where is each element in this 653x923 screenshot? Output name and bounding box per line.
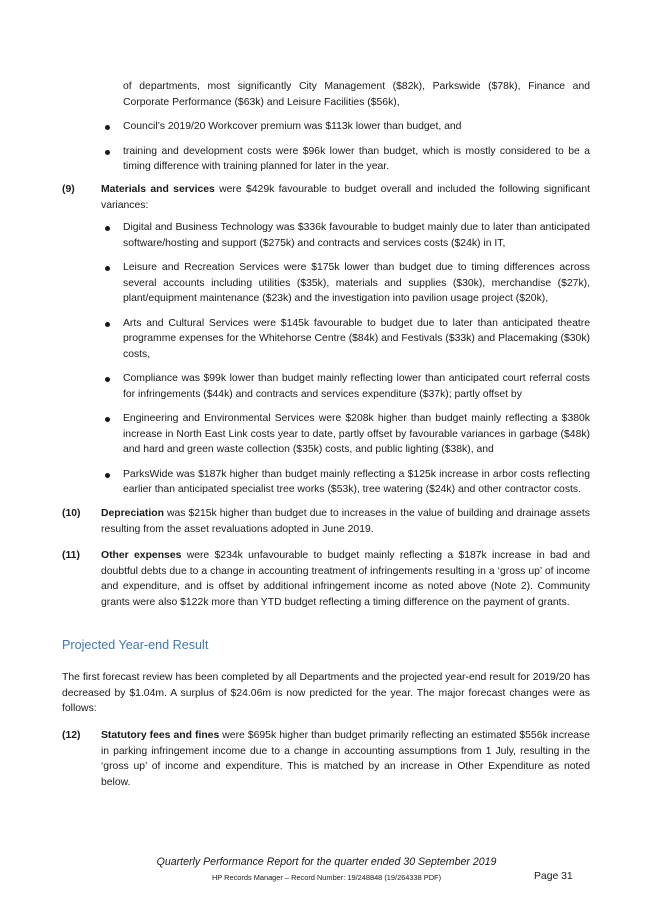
note-text: Materials and services were $429k favourable to budget overall and included the following significant variances: [101,184,590,211]
note-11-other-expenses [62,548,590,610]
bullet-continuation: of departments, most significantly City Management ($82k), Parkswide ($78k), Finance and Corporate Performance ($63k) and Leisure Facilities ($56k), [123,81,590,108]
bullet-parkswide: ParksWide was $187k higher than budget mainly reflecting a $125k increase in arbor costs reflecting earlier than anticipated specialist tree works ($53k), tree watering ($24k) and other contractor costs. [104,467,590,498]
note-number: (10) [62,508,81,519]
note-9-materials [62,182,590,213]
bullet-dot-icon [105,150,110,155]
note-text: Other expenses were $234k unfavourable to budget mainly reflecting a $187k increase in bad and doubtful debts due to a change in accounting treatment of infringements resulting in a ‘gross up’ of income and expenditure, and is offset by additional infringement income as noted above (Note 2). Community grants were also $122k more than YTD budget reflecting a timing difference on the payment of grants. [101,550,591,608]
note-number: (11) [62,550,80,561]
note-text: Statutory fees and fines were $695k higher than budget primarily reflecting an estimated $556k increase in parking infringement income due to a change in accounting assumptions from 1 July, resulting in the ‘gross up’ of income and expenditure. This is matched by an increase in Other Expenditure as noted below. [101,730,590,788]
note-text: Depreciation was $215k higher than budget due to increases in the value of building and drainage assets resulting from the asset revaluations adopted in June 2019. [101,508,590,535]
note-number: (12) [62,730,81,741]
bullet-dot-icon [105,322,110,327]
bullet-dot-icon [105,377,110,382]
bullet-dot-icon [105,417,110,422]
section-intro: The first forecast review has been completed by all Departments and the projected year-end result for 2019/20 has decreased by $1.04m. A surplus of $24.06m is now predicted for the year. The major forecast changes were as follows: [62,672,590,714]
bullet-digital: Digital and Business Technology was $336k favourable to budget mainly due to later than anticipated software/hosting and support ($275k) and contracts and services costs ($24k) in IT, [104,220,590,251]
bullet-dot-icon [105,473,110,478]
bullet-dot-icon [105,226,110,231]
section-heading: Projected Year-end Result [62,638,209,652]
bullet-compliance: Compliance was $99k lower than budget mainly reflecting lower than anticipated court referral costs for infringements ($44k) and contracts and services expenditure ($37k); partly offset by [104,371,590,402]
bullet-dot-icon [105,125,110,130]
bullet-leisure: Leisure and Recreation Services were $175k lower than budget due to timing differences across several accounts including utilities ($35k), materials and supplies ($30k), merchandise ($27k), plant/equipment maintenance ($23k) and the investigation into pavilion usage project ($20k), [104,260,590,307]
footer-report-title: Quarterly Performance Report for the quarter ended 30 September 2019 [156,856,497,868]
bullet-dot-icon [105,266,110,271]
bullet-arts: Arts and Cultural Services were $145k favourable to budget due to later than anticipated theatre programme expenses for the Whitehorse Centre ($84k) and Festivals ($33k) and Placemaking ($30k) costs, [104,316,590,363]
page-number: Page 31 [534,871,573,882]
bullet-training: training and development costs were $96k lower than budget, which is mostly considered to be a timing difference with training planned for later in the year. [104,144,590,175]
note-10-depreciation [62,506,590,537]
materials-bullets [104,220,590,507]
staff-costs-bullets [104,79,590,184]
bullet-workcover: Council’s 2019/20 Workcover premium was $113k lower than budget, and [104,119,590,135]
note-12-statutory-fees [62,728,590,790]
footer-record-number: HP Records Manager – Record Number: 19/248848 (19/264338 PDF) [211,873,442,882]
bullet-engineering: Engineering and Environmental Services were $208k higher than budget mainly reflecting a $380k increase in North East Link costs year to date, partly offset by favourable variances in garbage ($48k) and hard and green waste collection ($35k) costs, and public lighting ($38k), and [104,411,590,458]
note-number: (9) [62,184,75,195]
